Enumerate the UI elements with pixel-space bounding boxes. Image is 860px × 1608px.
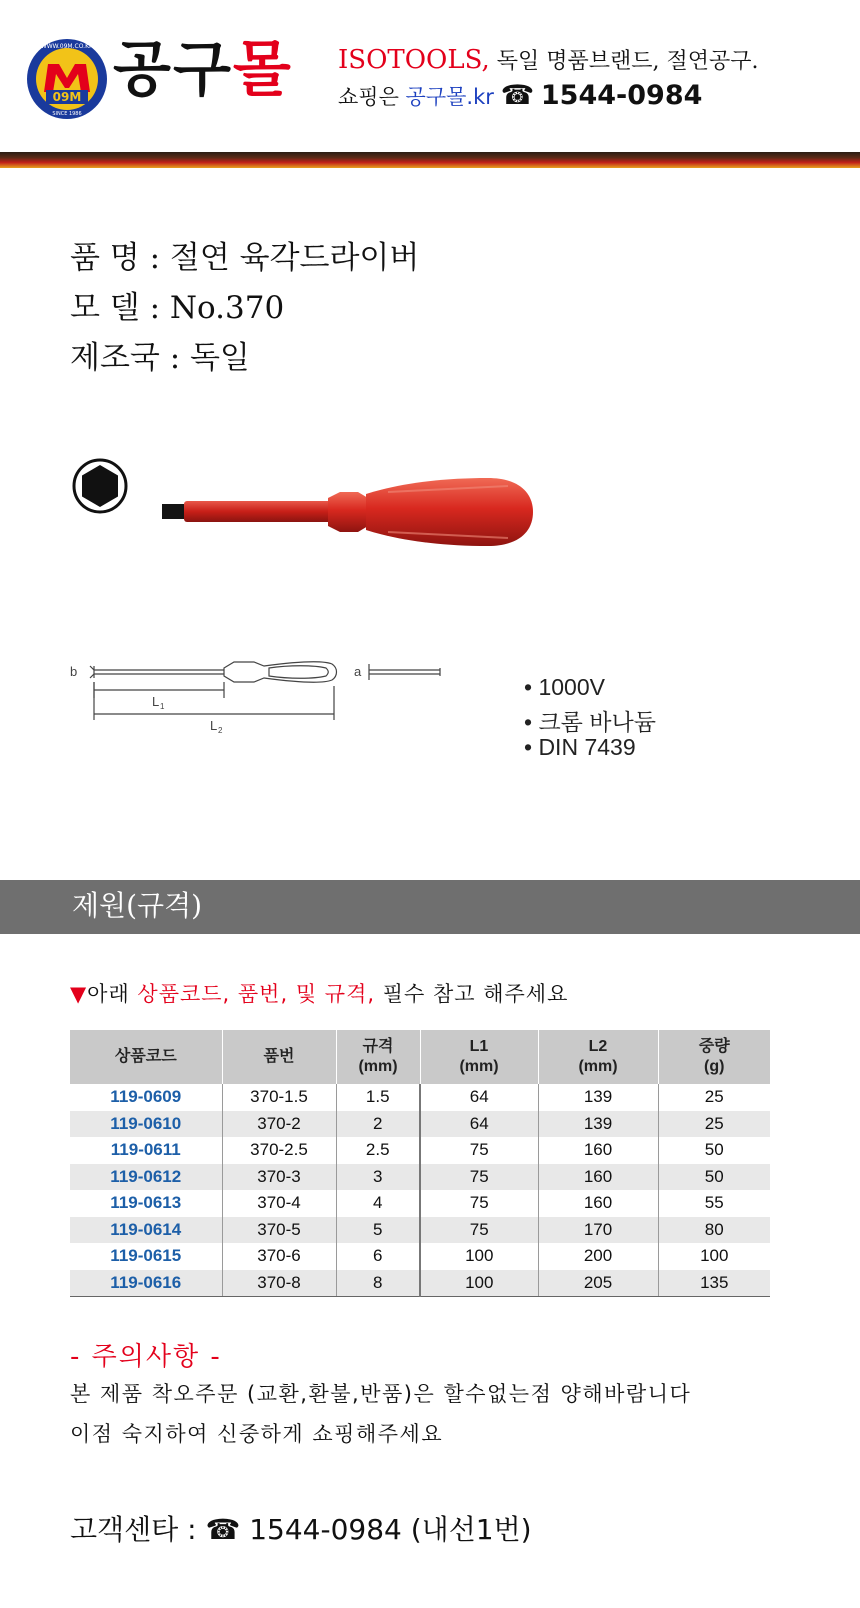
table-row: [70, 1217, 770, 1244]
table-row: [70, 1111, 770, 1138]
table-row: [70, 1137, 770, 1164]
part-number-cell: 370-6: [222, 1243, 336, 1270]
notice-highlight: 상품코드, 품번, 및 규격,: [137, 982, 376, 1006]
part-number-cell: 370-5: [222, 1217, 336, 1244]
header-part-number: 품번: [222, 1030, 336, 1084]
logo-text-center: 09M: [52, 90, 82, 104]
size-cell: 2.5: [336, 1137, 420, 1164]
header-product-code: 상품코드: [70, 1030, 222, 1084]
l1-cell: 100: [420, 1243, 538, 1270]
product-name: 품 명 : 절연 육각드라이버: [70, 240, 420, 276]
l1-cell: 75: [420, 1217, 538, 1244]
table-header-row: [70, 1030, 770, 1084]
l1-cell: 75: [420, 1164, 538, 1191]
part-number-cell: 370-4: [222, 1190, 336, 1217]
logo-09m: [26, 38, 108, 120]
product-image-screwdriver: [158, 468, 543, 558]
weight-cell: 50: [658, 1137, 770, 1164]
size-cell: 2: [336, 1111, 420, 1138]
l1-cell: 100: [420, 1270, 538, 1297]
part-number-cell: 370-3: [222, 1164, 336, 1191]
table-row: [70, 1243, 770, 1270]
header-divider-band: [0, 152, 860, 168]
table-row: [70, 1270, 770, 1297]
tagline-desc: 독일 명품브랜드, 절연공구.: [489, 49, 759, 74]
diagram-label-a: a: [354, 664, 362, 679]
logo-text-top: WWW.09M.CO.KR: [40, 43, 94, 50]
customer-center: [70, 1508, 532, 1548]
caution-line-2: 이점 숙지하여 신중하게 쇼핑해주세요: [70, 1422, 444, 1446]
size-cell: 6: [336, 1243, 420, 1270]
header-l2: L2 (mm): [538, 1030, 658, 1084]
feature-voltage: • 1000V: [524, 674, 605, 700]
product-model: 모 델 : No.370: [70, 290, 285, 326]
phone-icon: ☎: [205, 1513, 241, 1546]
brand-wordmark[interactable]: [113, 30, 293, 110]
tagline-brand: ISOTOOLS,: [338, 45, 490, 75]
l2-cell: 160: [538, 1190, 658, 1217]
part-number-cell: 370-2.5: [222, 1137, 336, 1164]
l2-cell: 160: [538, 1164, 658, 1191]
diagram-label-l1-sub: 1: [160, 702, 165, 711]
triangle-down-icon: ▼: [70, 982, 88, 1006]
l2-cell: 139: [538, 1084, 658, 1111]
l1-cell: 75: [420, 1190, 538, 1217]
customer-phone: 1544-0984 (내선1번): [240, 1513, 532, 1546]
table-row: [70, 1164, 770, 1191]
product-country: 제조국 : 독일: [70, 340, 250, 376]
size-cell: 3: [336, 1164, 420, 1191]
weight-cell: 55: [658, 1190, 770, 1217]
l2-cell: 170: [538, 1217, 658, 1244]
l1-cell: 64: [420, 1084, 538, 1111]
brand-part2: 몰: [232, 35, 293, 105]
feature-material: • 크롬 바나듐: [524, 709, 656, 735]
notice-part2: 필수 참고 해주세요: [375, 982, 569, 1006]
weight-cell: 25: [658, 1111, 770, 1138]
l1-cell: 64: [420, 1111, 538, 1138]
weight-cell: 100: [658, 1243, 770, 1270]
weight-cell: 135: [658, 1270, 770, 1297]
size-cell: 1.5: [336, 1084, 420, 1111]
header-l1: L1 (mm): [420, 1030, 538, 1084]
part-number-cell: 370-1.5: [222, 1084, 336, 1111]
diagram-label-l2: L: [210, 718, 218, 733]
l1-cell: 75: [420, 1137, 538, 1164]
weight-cell: 25: [658, 1084, 770, 1111]
product-code-cell[interactable]: 119-0610: [70, 1111, 222, 1138]
l2-cell: 200: [538, 1243, 658, 1270]
part-number-cell: 370-8: [222, 1270, 336, 1297]
product-code-cell[interactable]: 119-0612: [70, 1164, 222, 1191]
hex-tip-icon: [72, 458, 128, 514]
dimension-diagram: [64, 658, 464, 758]
spec-table: [70, 1030, 770, 1297]
customer-label: 고객센타 :: [70, 1513, 206, 1546]
header-weight: 중량 (g): [658, 1030, 770, 1084]
notice-line: [70, 978, 568, 1008]
brand-tagline: [338, 44, 759, 75]
part-number-cell: 370-2: [222, 1111, 336, 1138]
l2-cell: 139: [538, 1111, 658, 1138]
shop-prefix: 쇼핑은: [338, 85, 406, 109]
table-row: [70, 1190, 770, 1217]
diagram-label-l2-sub: 2: [218, 726, 223, 735]
weight-cell: 80: [658, 1217, 770, 1244]
brand-part1: 공구: [113, 35, 233, 105]
table-row: [70, 1084, 770, 1111]
diagram-label-b: b: [70, 664, 78, 679]
diagram-label-l1: L: [152, 694, 160, 709]
product-code-cell[interactable]: 119-0613: [110, 1193, 182, 1213]
product-code-cell[interactable]: 119-0616: [70, 1270, 222, 1297]
notice-part1: 아래: [87, 982, 138, 1006]
feature-standard: • DIN 7439: [524, 734, 636, 760]
size-cell: 8: [336, 1270, 420, 1297]
product-code-cell[interactable]: 119-0611: [110, 1140, 181, 1160]
shop-url-link[interactable]: 공구몰.kr: [405, 85, 494, 109]
size-cell: 4: [336, 1190, 420, 1217]
weight-cell: 50: [658, 1164, 770, 1191]
l2-cell: 160: [538, 1137, 658, 1164]
header-size: 규격 (mm): [336, 1030, 420, 1084]
shop-line: [338, 80, 702, 111]
logo-text-bottom: SINCE 1986: [52, 111, 82, 117]
shop-phone: 1544-0984: [540, 80, 703, 111]
phone-icon: ☎: [500, 80, 535, 111]
product-code-cell[interactable]: 119-0609: [110, 1087, 182, 1107]
l2-cell: 205: [538, 1270, 658, 1297]
caution-line-1: 본 제품 착오주문 (교환,환불,반품)은 할수없는점 양해바람니다: [70, 1382, 692, 1406]
spec-section-title: 제원(규격): [72, 889, 203, 922]
product-code-cell[interactable]: 119-0614: [70, 1217, 222, 1244]
caution-title: - 주의사항 -: [70, 1342, 222, 1372]
size-cell: 5: [336, 1217, 420, 1244]
product-code-cell[interactable]: 119-0615: [110, 1246, 182, 1266]
